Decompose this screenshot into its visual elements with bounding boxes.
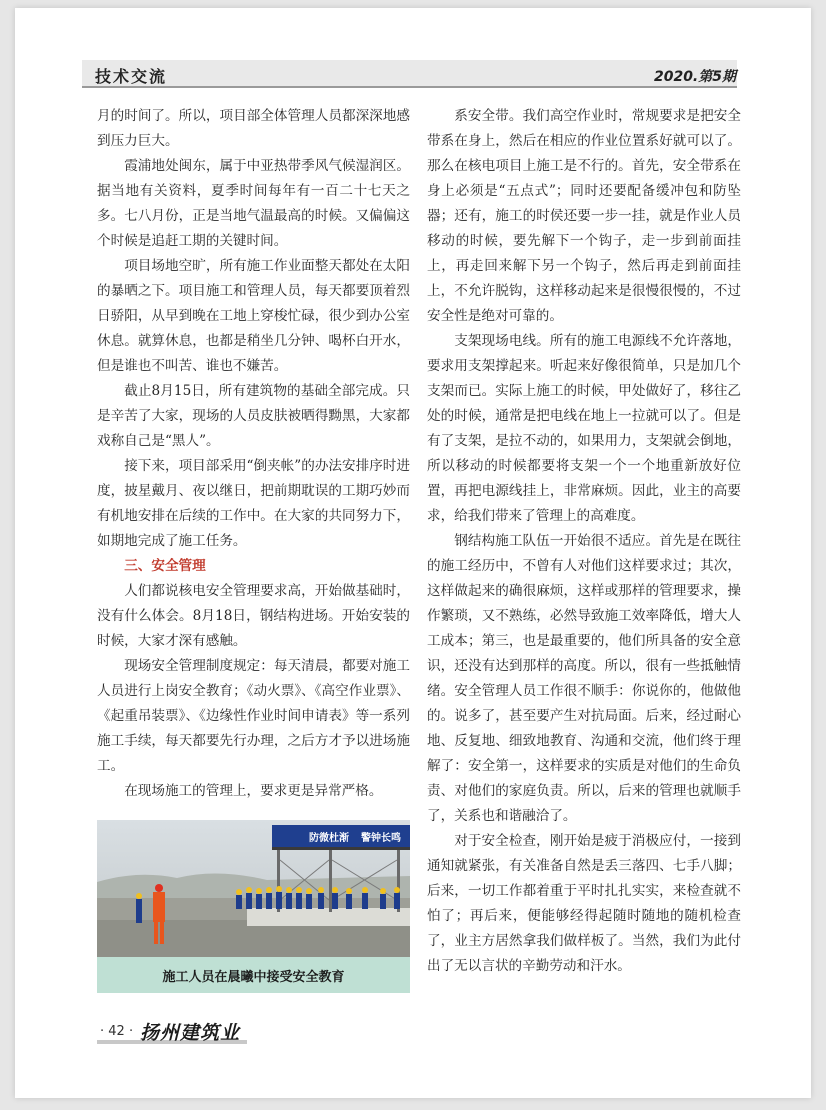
platform <box>247 908 410 926</box>
magazine-title: 扬州建筑业 <box>140 1022 241 1044</box>
paragraph: 截止8月15日，所有建筑物的基础全部完成。只是辛苦了大家，现场的人员皮肤被晒得黝黑，大家都戏称自己是“黑人”。 <box>97 383 410 449</box>
section-name: 技术交流 <box>95 67 168 86</box>
right-column <box>427 104 741 979</box>
paragraph: 对于安全检查，刚开始是疲于消极应付，一接到通知就紧张，有关准备自然是丢三落四、七手八脚；后来，一切工作都着重于平时扎扎实实，来检查就不怕了；再后来，便能够经得起随时随地的随机检查了，业主方居然拿我们做样板了。当然，我们为此付出了无以言状的辛勤劳动和汗水。 <box>427 833 741 974</box>
paragraph: 现场安全管理制度规定：每天清晨，都要对施工人员进行上岗安全教育；《动火票》、《高空作业票》、《起重吊装票》、《边缘性作业时间申请表》等一系列施工手续，每天都要先行办理，之后方才予以进场施工。 <box>97 658 410 774</box>
paragraph: 月的时间了。所以，项目部全体管理人员都深深地感到压力巨大。 <box>97 108 410 149</box>
header-bar <box>82 60 737 88</box>
safety-training-photo <box>97 820 410 957</box>
paragraph: 项目场地空旷，所有施工作业面整天都处在太阳的暴晒之下。项目施工和管理人员，每天都要顶着烈日骄阳，从早到晚在工地上穿梭忙碌，很少到办公室休息。就算休息，也都是稍坐几分钟、喝杯白开水，但是谁也不叫苦、谁也不嫌苦。 <box>97 258 410 374</box>
section-heading: 三、安全管理 <box>124 558 206 574</box>
banner-text-right: 警钟长鸣 <box>361 833 401 844</box>
paragraph: 霞浦地处闽东，属于中亚热带季风气候湿润区。据当地有关资料，夏季时间每年有一百二十七天之多。七八月份，正是当地气温最高的时候。又偏偏这个时候是追赶工期的关键时间。 <box>97 158 410 249</box>
photo-illustration <box>97 820 410 957</box>
paragraph: 接下来，项目部采用“倒夹帐”的办法安排序时进度，披星戴月、夜以继日，把前期耽误的工期巧妙而有机地安排在后续的工作中。在大家的共同努力下，如期地完成了施工任务。 <box>97 458 410 549</box>
left-column <box>97 104 410 804</box>
paragraph: 系安全带。我们高空作业时，常规要求是把安全带系在身上，然后在相应的作业位置系好就可以了。那么在核电项目上施工是不行的。首先，安全带系在身上必须是“五点式”；同时还要配备缓冲包和防坠器；还有，施工的时侯还要一步一挂，就是作业人员移动的时候，要先解下一个钩子，走一步到前面挂上，再走回来解下另一个钩子，然后再走到前面挂上，不允许脱钩，这样移动起来是很慢很慢的，不过安全性是绝对可靠的。 <box>427 108 741 324</box>
banner-text-left: 防微杜渐 <box>309 833 349 844</box>
page-number: · 42 · <box>100 1024 134 1039</box>
paragraph: 钢结构施工队伍一开始很不适应。首先是在既往的施工经历中，不曾有人对他们这样要求过；其次，这样做起来的确很麻烦，这样或那样的管理要求，操作繁琐，又不熟练，必然导致施工效率降低，增大人工成本；第三，也是最重要的，他们所具备的安全意识，还没有达到那样的高度。所以，很有一些抵触情绪。安全管理人员工作很不顺手：你说你的，他做他的。说多了，甚至要产生对抗局面。后来，经过耐心地、反复地、细致地教育、沟通和交流，他们终于理解了：安全第一，这样要求的实质是对他们的生命负责、对他们的家庭负责。所以，后来的管理也就顺手了，关系也和谐融洽了。 <box>427 533 741 824</box>
paragraph: 人们都说核电安全管理要求高，开始做基础时，没有什么体会。8月18日，钢结构进场。开始安装的时候，大家才深有感触。 <box>97 583 410 649</box>
photo-caption: 施工人员在晨曦中接受安全教育 <box>162 970 345 985</box>
paragraph: 在现场施工的管理上，要求更是异常严格。 <box>124 783 383 799</box>
paragraph: 支架现场电线。所有的施工电源线不允许落地，要求用支架撑起来。听起来好像很简单，只是加几个支架而已。实际上施工的时候，甲处做好了，移往乙处的时候，通常是把电线在地上一拉就可以了。但是有了支架，是拉不动的，如果用力，支架就会倒地，所以移动的时候都要将支架一个一个地重新放好位置，再把电源线挂上，非常麻烦。因此，业主的高要求，给我们带来了管理上的高难度。 <box>427 333 741 524</box>
issue-number: 2020.第5期 <box>653 69 736 85</box>
